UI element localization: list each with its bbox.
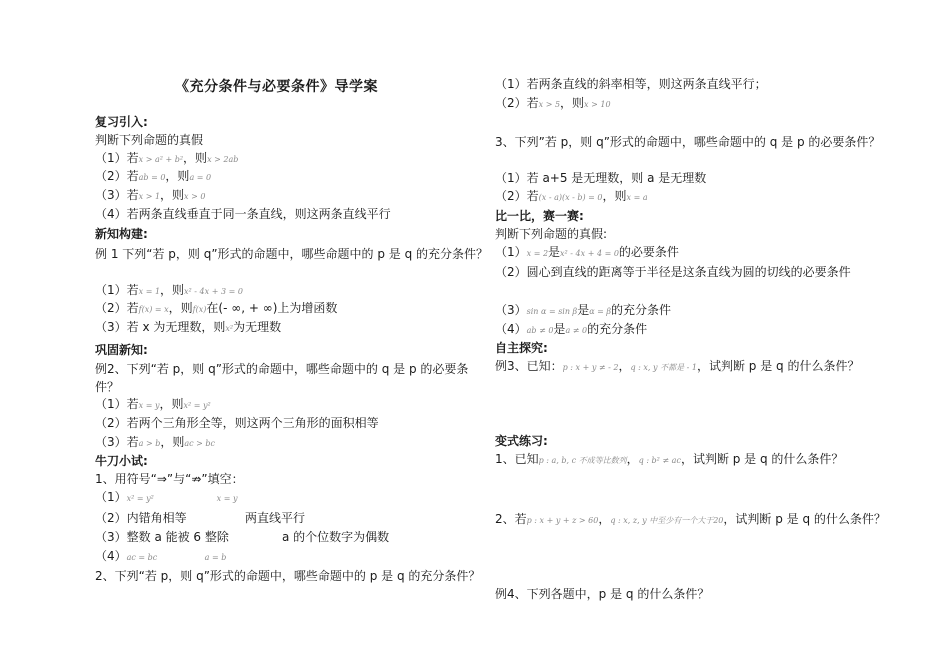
math-expression: x > 10 xyxy=(584,100,611,109)
example-1-item-2: （2）若f(x) = x，则f(x)在(- ∞, + ∞)上为增函数 xyxy=(95,301,338,315)
math-expression: ac > bc xyxy=(184,439,215,448)
new-knowledge-heading: 新知构建: xyxy=(95,227,148,241)
example-3: 例3、已知：p : x + y ≠ - 2，q : x, y 不都是 - 1，试判断 p 是 q 的什么条件？ xyxy=(495,359,860,373)
trial-heading: 牛刀小试: xyxy=(95,454,148,468)
math-expression: x = y xyxy=(216,494,238,503)
math-expression: x > 2ab xyxy=(207,155,239,164)
math-expression: f(x) = x xyxy=(138,305,169,314)
compare-item-3: （3）sin α = sin β是α = β的充分条件 xyxy=(495,303,672,317)
math-expression: x² - 4x + 4 = 0 xyxy=(560,249,619,258)
math-expression: sin α = sin β xyxy=(526,307,578,316)
continued-item-2: （2）若x > 5，则x > 10 xyxy=(495,96,611,110)
trial-item-2: （2）内错角相等 两直线平行 xyxy=(95,511,306,525)
trial-item-4: （4）ac = bc a = b xyxy=(95,548,226,566)
question-3-item-2: （2）若(x - a)(x - b) = 0，则x = a xyxy=(495,189,648,203)
math-expression: ac = bc xyxy=(126,553,158,562)
math-expression: f(x) xyxy=(192,305,207,314)
math-expression: a = 0 xyxy=(189,173,212,182)
math-expression: x > a² + b² xyxy=(138,155,184,164)
math-expression: q : x, y 不都是 - 1 xyxy=(630,363,697,372)
math-expression: p : x + y ≠ - 2 xyxy=(562,363,619,372)
review-item-1: （1）若x > a² + b²，则x > 2ab xyxy=(95,151,239,165)
variant-1: 1、已知p : a, b, c 不成等比数列，q : b² ≠ ac，试判断 p 是 q 的什么条件？ xyxy=(495,452,844,466)
math-expression: a > b xyxy=(138,439,161,448)
math-expression: ab = 0 xyxy=(138,173,166,182)
review-item-3: （3）若x > 1，则x > 0 xyxy=(95,188,206,202)
review-intro: 判断下列命题的真假 xyxy=(95,133,204,147)
continued-item-1: （1）若两条直线的斜率相等，则这两条直线平行； xyxy=(495,77,767,91)
math-expression: x² xyxy=(225,324,234,333)
math-expression: (x - a)(x - b) = 0 xyxy=(538,193,603,202)
explore-heading: 自主探究: xyxy=(495,341,548,355)
math-expression: x = 1 xyxy=(138,287,161,296)
math-expression: p : a, b, c 不成等比数列 xyxy=(538,456,627,465)
trial-question-1: 1、用符号“⇒”与“⇏”填空： xyxy=(95,472,244,486)
math-expression: a ≠ 0 xyxy=(565,326,588,335)
trial-item-3: （3）整数 a 能被 6 整除 a 的个位数字为偶数 xyxy=(95,530,390,544)
example-2-text: 例2、下列“若 p，则 q”形式的命题中，哪些命题中的 q 是 p 的必要条件？ xyxy=(95,362,469,394)
question-3-text: 3、下列”若 p，则 q”形式的命题中，哪些命题中的 q 是 p 的必要条件？ xyxy=(495,135,881,149)
math-expression: α = β xyxy=(589,307,612,316)
variant-heading: 变式练习: xyxy=(495,434,548,448)
example-1-text: 例 1 下列“若 p，则 q”形式的命题中，哪些命题中的 p 是 q 的充分条件？ xyxy=(95,247,489,261)
example-1-item-1: （1）若x = 1，则x² - 4x + 3 = 0 xyxy=(95,283,243,297)
review-item-2: （2）若ab = 0，则a = 0 xyxy=(95,169,212,183)
review-heading: 复习引入: xyxy=(95,115,148,129)
math-expression: x > 1 xyxy=(138,192,161,201)
example-2-item-1: （1）若x = y，则x² = y² xyxy=(95,397,211,411)
compare-item-1: （1）x = 2是x² - 4x + 4 = 0的必要条件 xyxy=(495,245,679,259)
math-expression: q : x, z, y 中至少有一个大于20 xyxy=(610,516,724,525)
compare-heading: 比一比，赛一赛: xyxy=(495,209,584,223)
example-2-item-2: （2）若两个三角形全等，则这两个三角形的面积相等 xyxy=(95,416,379,430)
math-expression: x > 0 xyxy=(184,192,206,201)
question-3-item-1: （1）若 a+5 是无理数，则 a 是无理数 xyxy=(495,171,707,185)
example-4: 例4、下列各题中，p 是 q 的什么条件？ xyxy=(495,587,710,601)
document-title: 《充分条件与必要条件》导学案 xyxy=(175,79,378,95)
trial-question-2: 2、下列“若 p，则 q”形式的命题中，哪些命题中的 p 是 q 的充分条件？ xyxy=(95,569,481,583)
math-expression: x = a xyxy=(626,193,648,202)
trial-item-1: （1）x² = y² x = y xyxy=(95,489,237,507)
variant-2: 2、若p : x + y + z > 60，q : x, z, y 中至少有一个大于20，试判断 p 是 q 的什么条件？ xyxy=(495,512,886,526)
math-expression: x = y xyxy=(138,401,160,410)
math-expression: x² - 4x + 3 = 0 xyxy=(184,287,243,296)
math-expression: p : x + y + z > 60 xyxy=(526,516,599,525)
math-expression: a = b xyxy=(204,553,227,562)
review-item-4: （4）若两条直线垂直于同一条直线，则这两条直线平行 xyxy=(95,207,391,221)
math-expression: ab ≠ 0 xyxy=(526,326,554,335)
example-1-item-3: （3）若 x 为无理数，则x²为无理数 xyxy=(95,320,282,334)
math-expression: x² = y² xyxy=(126,494,154,503)
compare-intro: 判断下列命题的真假: xyxy=(495,227,608,241)
math-expression: q : b² ≠ ac xyxy=(638,456,681,465)
compare-item-2: （2）圆心到直线的距离等于半径是这条直线为圆的切线的必要条件 xyxy=(495,265,851,279)
example-2-item-3: （3）若a > b，则ac > bc xyxy=(95,435,215,449)
math-expression: x > 5 xyxy=(538,100,561,109)
consolidate-heading: 巩固新知: xyxy=(95,343,148,357)
math-expression: x² = y² xyxy=(183,401,211,410)
math-expression: x = 2 xyxy=(526,249,549,258)
compare-item-4: （4）ab ≠ 0是a ≠ 0的充分条件 xyxy=(495,322,648,336)
